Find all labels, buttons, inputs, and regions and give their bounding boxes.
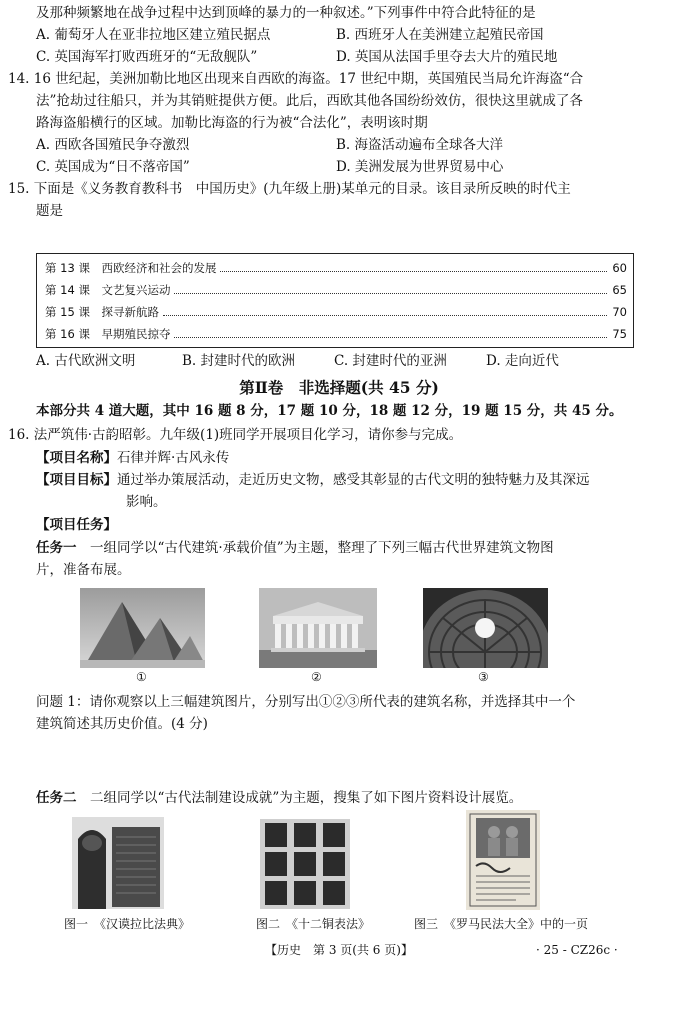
fig2-caption: 图二 《十二铜表法》 — [256, 917, 371, 931]
toc-lesson: 第 15 课 探寻新航路 — [45, 305, 159, 319]
pic1-number: ① — [136, 670, 147, 684]
q14-option-b[interactable]: B. 海盗活动遍布全球各大洋 — [336, 137, 504, 153]
q15-option-d[interactable]: D. 走向近代 — [486, 353, 559, 369]
q15-stem-line1: 15. 下面是《义务教育教科书 中国历史》(九年级上册)某单元的目录。该目录所反映的时代主 — [8, 181, 571, 197]
task1-line2: 片，准备布展。 — [36, 562, 131, 578]
project-goal-line2: 影响。 — [126, 494, 167, 510]
fig1-caption: 图一 《汉谟拉比法典》 — [64, 917, 191, 931]
question1-line1: 问题 1：请你观察以上三幅建筑图片，分别写出①②③所代表的建筑名称，并选择其中一个 — [36, 694, 576, 710]
fig3-caption: 图三 《罗马民法大全》中的一页 — [414, 917, 589, 931]
parthenon-image — [259, 588, 377, 668]
q13-stem-tail: 及那种频繁地在战争过程中达到顶峰的暴力的一种叙述。”下列事件中符合此特征的是 — [36, 5, 536, 21]
section-note: 本部分共 4 道大题，其中 16 题 8 分，17 题 10 分，18 题 12 分，19 题 15 分，共 45 分。 — [36, 403, 623, 419]
corpus-juris-page-image — [466, 810, 540, 910]
q13-option-c[interactable]: C. 英国海军打败西班牙的“无敌舰队” — [36, 49, 258, 65]
pantheon-dome-image — [423, 588, 548, 668]
toc-page: 60 — [612, 261, 627, 275]
project-name: 石律并辉·古风永传 — [117, 450, 230, 466]
q14-stem-line3: 路海盗船横行的区域。加勒比海盗的行为被“合法化”，表明该时期 — [36, 115, 428, 131]
pic3-number: ③ — [478, 670, 489, 684]
project-goal-row — [36, 472, 590, 489]
toc-lesson: 第 13 课 西欧经济和社会的发展 — [45, 261, 217, 275]
q14-option-d[interactable]: D. 美洲发展为世界贸易中心 — [336, 159, 504, 175]
project-goal-line1: 通过举办策展活动，走近历史文物，感受其彰显的古代文明的独特魅力及其深远 — [117, 472, 590, 488]
section-title: 第Ⅱ卷 非选择题(共 45 分) — [239, 378, 439, 397]
task1-line1 — [36, 540, 554, 557]
q15-option-a[interactable]: A. 古代欧洲文明 — [36, 353, 136, 369]
toc-lesson: 第 16 课 早期殖民掠夺 — [45, 327, 171, 341]
pic2-number: ② — [311, 670, 322, 684]
q13-option-d[interactable]: D. 英国从法国手里夺去大片的殖民地 — [336, 49, 558, 65]
task2-text: 二组同学以“古代法制建设成就”为主题，搜集了如下图片资料设计展览。 — [90, 790, 523, 806]
toc-lesson: 第 14 课 文艺复兴运动 — [45, 283, 171, 297]
question1-line2: 建筑简述其历史价值。(4 分) — [36, 716, 208, 732]
q13-option-a[interactable]: A. 葡萄牙人在亚非拉地区建立殖民据点 — [36, 27, 271, 43]
q13-option-b[interactable]: B. 西班牙人在美洲建立起殖民帝国 — [336, 27, 544, 43]
task1-label: 任务一 — [36, 540, 77, 556]
q14-stem-line1: 14. 16 世纪起，美洲加勒比地区出现来自西欧的海盗。17 世纪中期，英国殖民当局允许海盗“合 — [8, 71, 584, 87]
project-goal-label: 【项目目标】 — [36, 472, 117, 488]
q15-option-c[interactable]: C. 封建时代的亚洲 — [334, 353, 447, 369]
hammurabi-code-image — [72, 817, 164, 909]
task2-label: 任务二 — [36, 790, 77, 806]
footer-page-info: 【历史 第 3 页(共 6 页)】 — [265, 943, 413, 957]
q16-stem: 16. 法严筑伟·古韵昭彰。九年级(1)班同学开展项目化学习，请你参与完成。 — [8, 427, 463, 443]
toc-row — [45, 325, 627, 343]
q14-stem-line2: 法”抢劫过往船只，并为其销赃提供方便。此后，西欧其他各国纷纷效仿，很快这里就成了各 — [36, 93, 583, 109]
toc-box — [36, 253, 634, 348]
toc-page: 75 — [612, 327, 627, 341]
toc-page: 65 — [612, 283, 627, 297]
task1-text: 一组同学以“古代建筑·承载价值”为主题，整理了下列三幅古代世界建筑文物图 — [90, 540, 554, 556]
q14-option-c[interactable]: C. 英国成为“日不落帝国” — [36, 159, 190, 175]
pyramids-image — [80, 588, 205, 668]
project-task-label: 【项目任务】 — [36, 517, 117, 533]
q15-stem-line2: 题是 — [36, 203, 63, 219]
toc-row — [45, 281, 627, 299]
project-name-label: 【项目名称】 — [36, 450, 117, 466]
footer-code: · 25 - CZ26c · — [536, 943, 618, 957]
toc-row — [45, 259, 627, 277]
task2-line1 — [36, 790, 522, 807]
toc-page: 70 — [612, 305, 627, 319]
toc-row — [45, 303, 627, 321]
q15-option-b[interactable]: B. 封建时代的欧洲 — [182, 353, 296, 369]
project-name-row — [36, 450, 229, 467]
q14-option-a[interactable]: A. 西欧各国殖民争夺激烈 — [36, 137, 190, 153]
twelve-tables-image — [260, 819, 350, 909]
